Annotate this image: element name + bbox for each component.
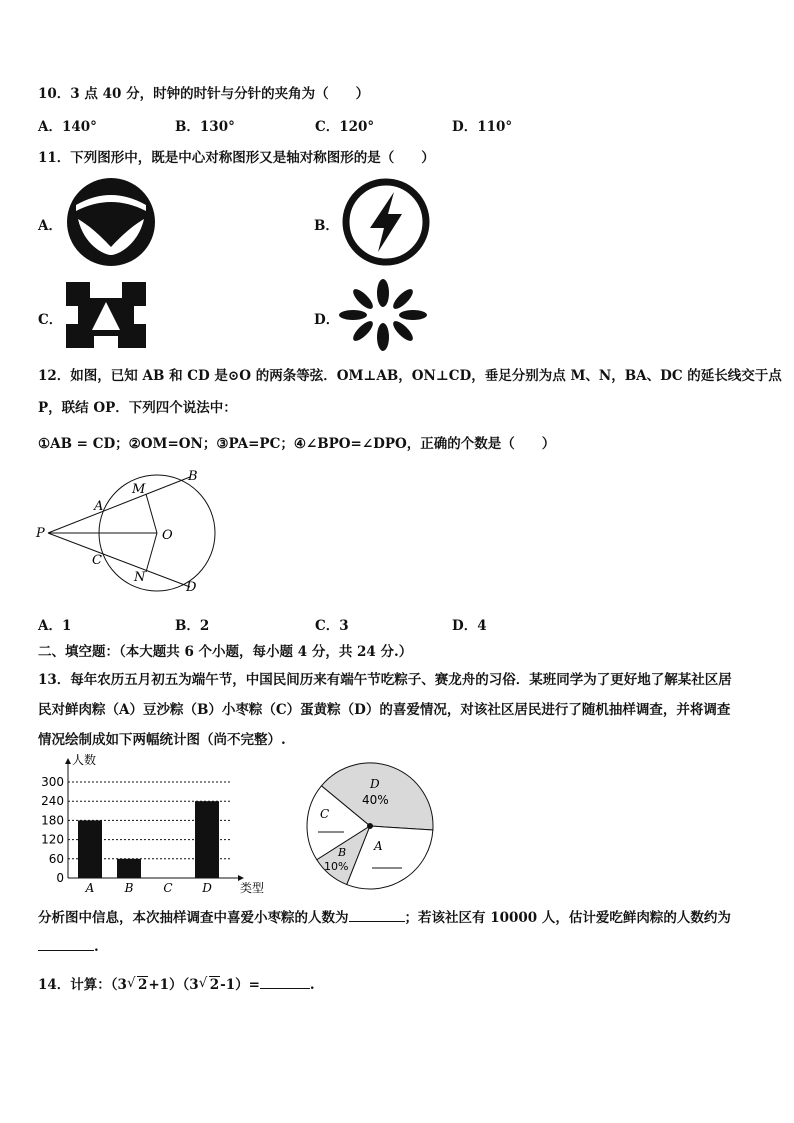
bar-chart-y-arrow [65,758,71,764]
bar-chart-ylabel: 人数 [72,753,97,767]
q11-label-b: B． [314,218,339,234]
pie-percent-b: 10% [324,860,349,873]
q11-figure-d [338,278,428,352]
q13-answer-blank-1[interactable] [349,909,405,922]
label-o: O [162,528,173,543]
bar-chart-category-label: C [163,881,173,895]
q12-stem-line3: ①AB = CD；②OM=ON；③PA=PC；④∠BPO=∠DPO，正确的个数是（ ） [38,436,556,452]
pie-percent-d: 40% [362,793,389,807]
label-n: N [134,570,146,585]
q13-line2: 民对鲜肉粽（A）豆沙粽（B）小枣粽（C）蛋黄粽（D）的喜爱情况，对该社区居民进行了随机抽样调查，并将调查 [38,702,731,718]
pie-label-a: A [374,839,383,853]
q10-option-c: C．120° [315,119,375,135]
q13-line1: 13．每年农历五月初五为端午节，中国民间历来有端午节吃粽子、赛龙舟的习俗．某班同学为了更好地了解某社区居 [38,672,732,688]
q10-option-a: A．140° [38,119,97,135]
label-m: M [132,482,146,497]
q10-option-d: D．110° [452,119,513,135]
bar-chart-category-label: A [85,881,95,895]
q14-end: . [309,977,315,993]
q13-after-end: . [94,939,99,955]
bar-a [78,820,102,878]
label-a: A [94,499,104,514]
label-p: P [36,526,45,541]
bar-chart-tick-label: 240 [41,794,64,809]
q14-post: -1）= [220,977,260,993]
q13-after-text-b: ；若该社区有 10000 人，估计爱吃鲜肉粽的人数约为 [404,910,731,926]
q12-option-b: B．2 [175,618,210,634]
q11-stem: 11．下列图形中，既是中心对称图形又是轴对称图形的是（ ） [38,150,435,166]
label-d: D [186,580,197,595]
bar-chart-tick-label: 300 [41,775,64,789]
q12-stem-line2: P，联结 OP．下列四个说法中： [38,400,237,416]
q10-option-b: B．130° [175,119,235,135]
label-b: B [188,469,198,484]
pie-label-d: D [370,777,380,791]
q11-figure-b [340,176,432,268]
q10-stem: 10．3 点 40 分，时钟的时针与分针的夹角为（ ） [38,86,370,102]
bar-chart-category-label: B [124,881,134,895]
sqrt-2-first: √ 2 [126,975,148,993]
bar-chart [32,750,272,898]
pie-center-dot [367,823,373,829]
q13-line3: 情况绘制成如下两幅统计图（尚不完整）. [38,732,286,748]
q12-option-a: A．1 [38,618,72,634]
bar-chart-category-label: D [202,881,212,895]
q14-pre: 14．计算：（3 [38,977,127,993]
bar-chart-xlabel: 类型 [240,881,265,895]
q12-circle-figure [32,465,232,597]
label-c: C [92,553,102,568]
bar-chart-tick-label: 120 [41,832,64,847]
pie-label-b: B [338,846,347,859]
q12-option-c: C．3 [315,618,349,634]
pie-label-c: C [320,807,330,821]
q13-answer-blank-2[interactable] [38,938,94,951]
q11-figure-a [64,175,158,269]
q13-after-line1 [38,906,731,926]
q11-label-d: D． [314,312,340,328]
q14-answer-blank[interactable] [260,976,310,989]
bar-chart-tick-label: 180 [41,813,64,828]
pie-chart [300,760,440,894]
q11-label-c: C． [38,312,63,328]
q14-mid: +1）（3 [148,977,199,993]
bar-chart-tick-label: 0 [56,871,64,885]
q14-line [38,973,315,993]
section2-heading: 二、填空题：（本大题共 6 个小题，每小题 4 分，共 24 分.） [38,644,413,660]
q12-stem-line1: 12．如图，已知 AB 和 CD 是⊙O 的两条等弦．OM⊥AB，ON⊥CD，垂足分别为点 M、N，BA、DC 的延长线交于点 [38,368,782,384]
q11-label-a: A． [38,218,62,234]
q12-option-d: D．4 [452,618,487,634]
q13-after-line2 [38,938,99,955]
q13-after-text-a: 分析图中信息，本次抽样调查中喜爱小枣粽的人数为 [38,910,349,926]
bar-d [195,801,219,878]
sqrt-2-second: √ 2 [198,975,220,993]
bar-b [117,859,141,878]
q11-figure-c [64,280,148,350]
bar-chart-tick-label: 60 [48,851,64,866]
